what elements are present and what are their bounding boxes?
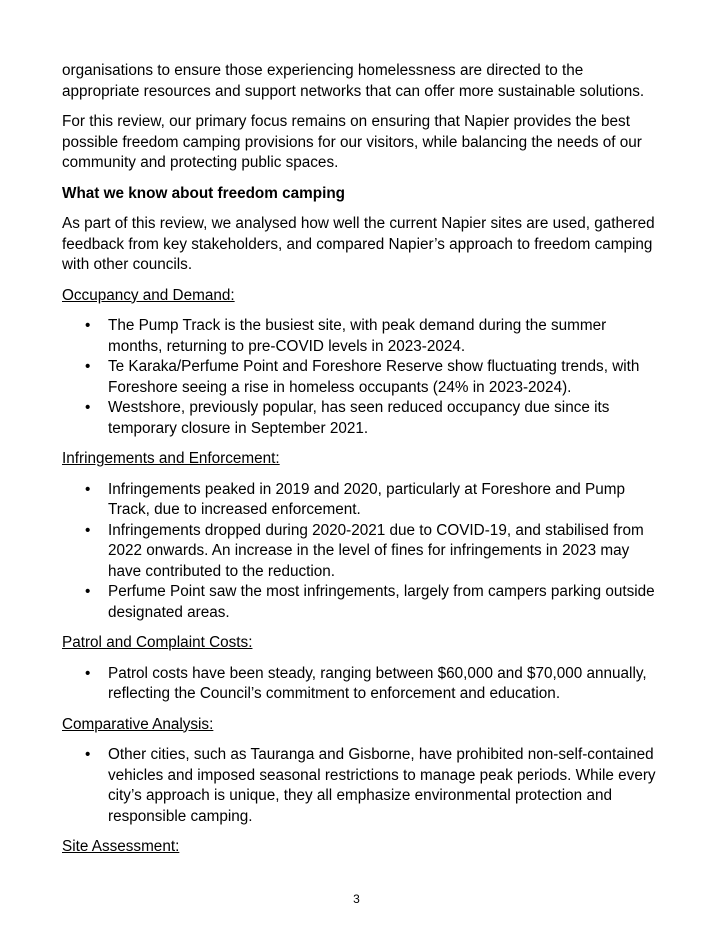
subheading-patrol-costs: Patrol and Complaint Costs: (62, 634, 253, 651)
document-page (62, 61, 662, 868)
occupancy-list (62, 316, 662, 439)
bullet-icon: • (85, 746, 91, 763)
patrol-list (62, 664, 662, 705)
bullet-icon: • (85, 317, 91, 334)
subheading-site-assessment: Site Assessment: (62, 838, 180, 855)
list-item-text: Te Karaka/Perfume Point and Foreshore Reserve show fluctuating trends, with Foreshore seeing a rise in homeless occupants (24% in 2023-2024). (108, 358, 640, 396)
list-item-text: Infringements dropped during 2020-2021 due to COVID-19, and stabilised from 2022 onwards. An increase in the level of fines for infringements in 2023 may have contributed to the reduction. (108, 521, 644, 580)
subheading-infringements-enforcement: Infringements and Enforcement: (62, 450, 280, 467)
section-heading: What we know about freedom camping (62, 184, 346, 202)
bullet-icon: • (85, 521, 91, 539)
bullet-icon: • (85, 480, 91, 498)
list-item-text: Infringements peaked in 2019 and 2020, particularly at Foreshore and Pump Track, due to increased enforcement. (108, 480, 626, 518)
list-item-text: Perfume Point saw the most infringements, largely from campers parking outside designated areas. (108, 583, 655, 621)
list-item (62, 357, 662, 398)
page-number: 3 (353, 892, 360, 906)
bullet-icon: • (85, 583, 91, 600)
list-item-text: Westshore, previously popular, has seen reduced occupancy due since its temporary closure in September 2021. (108, 399, 610, 437)
list-item (62, 480, 662, 521)
paragraph-homelessness-support: organisations to ensure those experiencing homelessness are directed to the appropriate resources and support networks that can offer more sustainable solutions. (62, 62, 645, 100)
infringements-list (62, 480, 662, 624)
list-item (62, 316, 662, 357)
list-item (62, 582, 662, 623)
bullet-icon: • (85, 664, 91, 682)
bullet-icon: • (85, 399, 91, 416)
list-item (62, 521, 662, 583)
list-item (62, 745, 662, 827)
list-item (62, 398, 662, 439)
list-item-text: Other cities, such as Tauranga and Gisborne, have prohibited non-self-contained vehicles and imposed seasonal restrictions to manage peak periods. While every city’s approach is unique, they all emphasize environmental protection and responsible camping. (108, 746, 656, 825)
paragraph-review-analysis: As part of this review, we analysed how well the current Napier sites are used, gathered feedback from key stakeholders, and compared Napier’s approach to freedom camping with other councils. (62, 215, 655, 273)
subheading-comparative-analysis: Comparative Analysis: (62, 715, 214, 733)
list-item (62, 664, 662, 705)
paragraph-review-focus: For this review, our primary focus remains on ensuring that Napier provides the best possible freedom camping provisions for our visitors, while balancing the needs of our community and protecting public spaces. (62, 113, 642, 171)
subheading-occupancy-demand: Occupancy and Demand: (62, 286, 235, 304)
list-item-text: The Pump Track is the busiest site, with peak demand during the summer months, returning to pre-COVID levels in 2023-2024. (108, 317, 607, 355)
list-item-text: Patrol costs have been steady, ranging between $60,000 and $70,000 annually, reflecting the Council’s commitment to enforcement and education. (108, 664, 647, 702)
comparative-list (62, 745, 662, 827)
bullet-icon: • (85, 358, 91, 375)
